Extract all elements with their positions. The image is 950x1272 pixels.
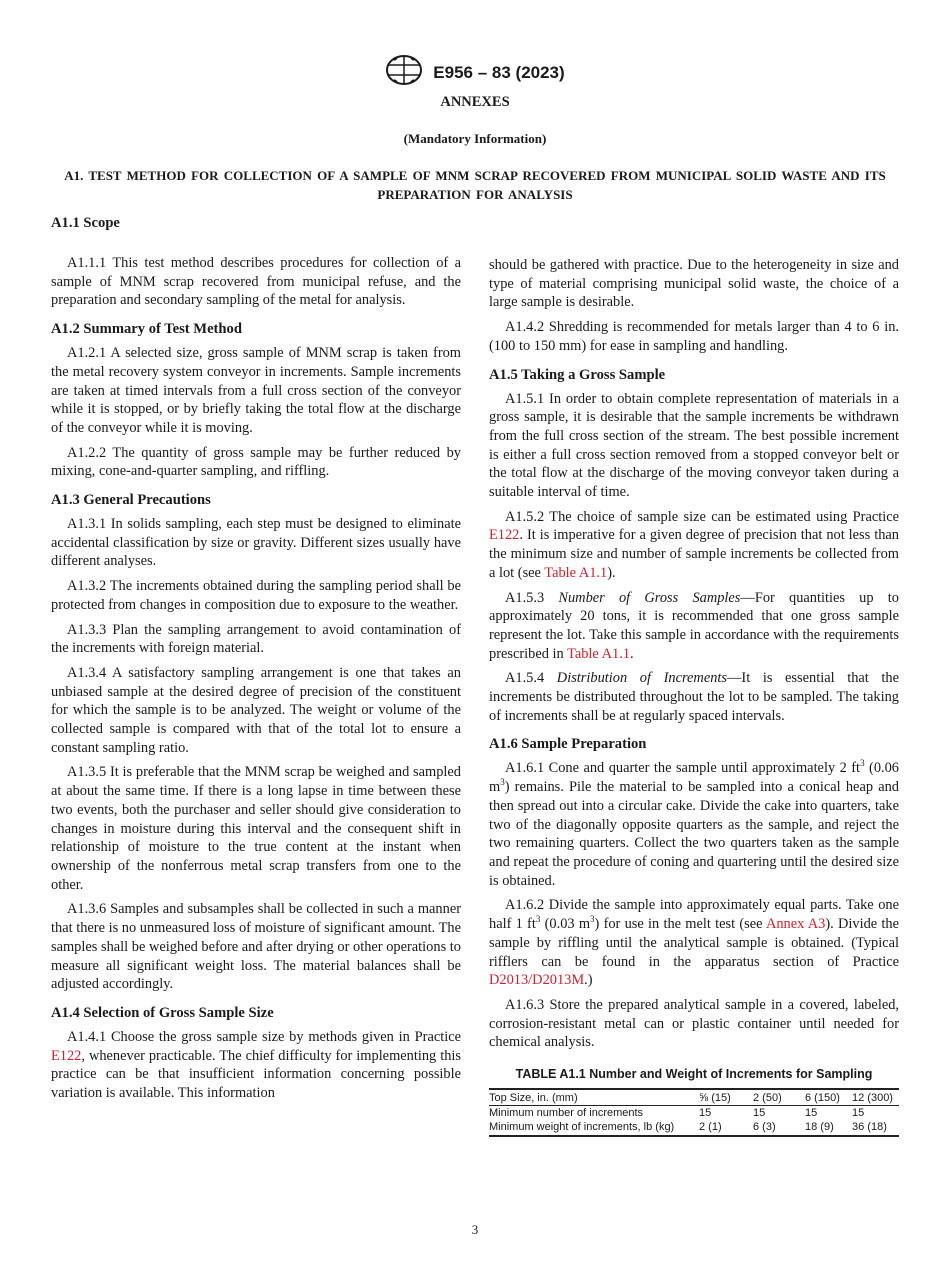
- table-cell: 36 (18): [852, 1120, 899, 1136]
- increments-table: [489, 1088, 899, 1137]
- annex-title: A1. TEST METHOD FOR COLLECTION OF A SAMPLE OF MNM SCRAP RECOVERED FROM MUNICIPAL SOLID WASTE AND ITS PREPARATION FOR ANALYSIS: [64, 168, 886, 202]
- table-cell: 18 (9): [805, 1120, 852, 1136]
- reference-link-d2013[interactable]: D2013/D2013M: [489, 972, 585, 989]
- paragraph: A1.4.2 Shredding is recommended for metals larger than 4 to 6 in. (100 to 150 mm) for ease in sampling and handling.: [489, 319, 899, 354]
- table-cell: 15: [852, 1106, 865, 1119]
- table-row: [489, 1120, 899, 1136]
- table-header-cell: 12 (300): [852, 1089, 899, 1106]
- page-header: [0, 54, 950, 91]
- section-heading: A1.2 Summary of Test Method: [51, 321, 242, 338]
- table-header-row: [489, 1089, 899, 1106]
- section-heading: A1.5 Taking a Gross Sample: [489, 366, 666, 383]
- table-row: [489, 1105, 899, 1120]
- paragraph: A1.3.4 A satisfactory sampling arrangement is one that takes an unbiased sample at the desired degree of precision of the constituent for which the sample is to be analyzed. The weight or volume of the collected sample is compared with that of the total lot to ensure a constant sampling ratio.: [51, 664, 461, 756]
- table-cell: 2 (1): [699, 1120, 753, 1136]
- paragraph: A1.2.1 A selected size, gross sample of MNM scrap is taken from the metal recovery system conveyor in increments. Sample increments are taken at timed intervals from a full cross section of the conveyor while it is stopped, or by briefly taking the total flow at the discharge of the conveyor while it is moving.: [51, 345, 461, 436]
- section-heading: A1.4 Selection of Gross Sample Size: [51, 1004, 274, 1021]
- paragraph: A1.6.2 Divide the sample into approximately equal parts. Take one half 1 $ft^3$ (0.03 $m^3$) for use in the melt test (see Annex A3). Divide the sample by riffling until the analytical sample is obtained. (Typical rifflers can be found in the apparatus section of Practice D2013/D2013M.): [489, 897, 899, 989]
- left-column: [51, 214, 461, 1109]
- paragraph-continued: should be gathered with practice. Due to the heterogeneity in size and type of material comprising municipal solid waste, the choice of a large sample is desirable.: [489, 257, 899, 311]
- paragraph: A1.3.3 Plan the sampling arrangement to avoid contamination of the increments with foreign material.: [51, 621, 461, 657]
- reference-link-annex-a3[interactable]: Annex A3: [765, 916, 826, 933]
- reference-link-table-a1-1[interactable]: Table A1.1: [544, 564, 608, 581]
- right-column: [489, 256, 899, 1137]
- paragraph: A1.3.2 The increments obtained during the sampling period shall be protected from changes in composition due to exposure to the weather.: [51, 578, 461, 613]
- paragraph: A1.1.1 This test method describes procedures for collection of a sample of MNM scrap recovered from municipal refuse, and the preparation and secondary sampling of the metal for analysis.: [51, 255, 461, 309]
- paragraph: A1.6.3 Store the prepared analytical sample in a covered, labeled, corrosion-resistant metal can or plastic container until needed for chemical analysis.: [489, 996, 899, 1051]
- table-header-cell: Top Size, in. (mm): [489, 1089, 699, 1106]
- table-cell: Minimum weight of increments, lb (kg): [489, 1120, 699, 1136]
- table-cell: Minimum number of increments: [489, 1106, 644, 1119]
- paragraph: A1.3.1 In solids sampling, each step must be designed to eliminate accidental classification by size or gravity. Different sizes usually have different analyses.: [51, 516, 461, 570]
- table-header-cell: 2 (50): [753, 1089, 805, 1106]
- paragraph: A1.3.5 It is preferable that the MNM scrap be weighed and sampled at about the same time. If there is a long lapse in time between these two events, both the purchaser and seller should give consideration to changes in moisture during this interval and the consequent shift in relationship of moisture to the true content at the instant when ownership of the nonferrous metal scrap transfers from one to the other.: [51, 764, 461, 893]
- reference-link-table-a1-1[interactable]: Table A1.1: [567, 645, 630, 662]
- page-number: 3: [471, 1222, 479, 1237]
- table-cell: 6 (3): [753, 1120, 805, 1136]
- table-cell: 15: [699, 1106, 712, 1119]
- reference-link-e122[interactable]: E122: [51, 1047, 82, 1064]
- section-heading: A1.1 Scope: [51, 215, 120, 231]
- table-header-cell: ⅝ (15): [699, 1089, 753, 1106]
- paragraph: A1.6.1 Cone and quarter the sample until approximately 2 $ft^3$ (0.06 $m^3$) remains. Pile the material to be sampled into a conical heap and then spread out into a circular cake. Divide the cake into quarters, take two of the diagonally opposite quarters as the sample, and reject the two remaining quarters. Collect the two quarters taken as the sample and repeat the procedure of coning and quartering until the desired size is obtained.: [489, 758, 899, 889]
- table-cell: 15: [753, 1106, 766, 1119]
- astm-logo-icon: [385, 54, 423, 91]
- table-header-cell: 6 (150): [805, 1089, 852, 1106]
- section-heading: A1.6 Sample Preparation: [489, 736, 647, 753]
- table-cell: 15: [805, 1106, 818, 1119]
- paragraph: A1.5.3 Number of Gross Samples—For quantities up to approximately 20 tons, it is recommended that one gross sample represent the lot. Take this sample in accordance with the requirements prescribed in Table A1.1.: [489, 589, 899, 662]
- annexes-heading: ANNEXES: [440, 94, 510, 110]
- paragraph: A1.5.2 The choice of sample size can be estimated using Practice E122. It is imperative for a given degree of precision that not less than the minimum size and number of sample increments be collected from a lot (see Table A1.1).: [489, 508, 899, 581]
- section-heading: A1.3 General Precautions: [51, 492, 211, 509]
- document-designation: E956 – 83 (2023): [433, 62, 565, 82]
- paragraph: A1.5.4 Distribution of Increments—It is essential that the increments be distributed throughout the lot to be sampled. The taking of increments shall be at regularly spaced intervals.: [489, 670, 899, 724]
- paragraph: A1.2.2 The quantity of gross sample may be further reduced by mixing, cone-and-quarter sampling, and riffling.: [51, 444, 461, 480]
- reference-link-e122[interactable]: E122: [489, 527, 520, 544]
- mandatory-note: (Mandatory Information): [403, 131, 547, 146]
- paragraph: A1.4.1 Choose the gross sample size by methods given in Practice E122, whenever practicable. The chief difficulty for implementing this practice can be that insufficient information concerning possible variation is available. This information: [51, 1028, 461, 1102]
- table-title: TABLE A1.1 Number and Weight of Increments for Sampling: [515, 1067, 873, 1082]
- paragraph: A1.5.1 In order to obtain complete representation of materials in a gross sample, it is desirable that the sample increments be withdrawn from the full cross section of the stream. The best possible increment is either a full cross section removed from a stopped conveyor belt or the total flow at the discharge of the moving conveyor taken during a suitable interval of time.: [489, 390, 899, 501]
- paragraph: A1.3.6 Samples and subsamples shall be collected in such a manner that there is no unmeasured loss of moisture of significant amount. The samples shall be weighed before and after drying or other operations to measure all significant weight loss. The material balances shall be adjusted accordingly.: [51, 901, 461, 993]
